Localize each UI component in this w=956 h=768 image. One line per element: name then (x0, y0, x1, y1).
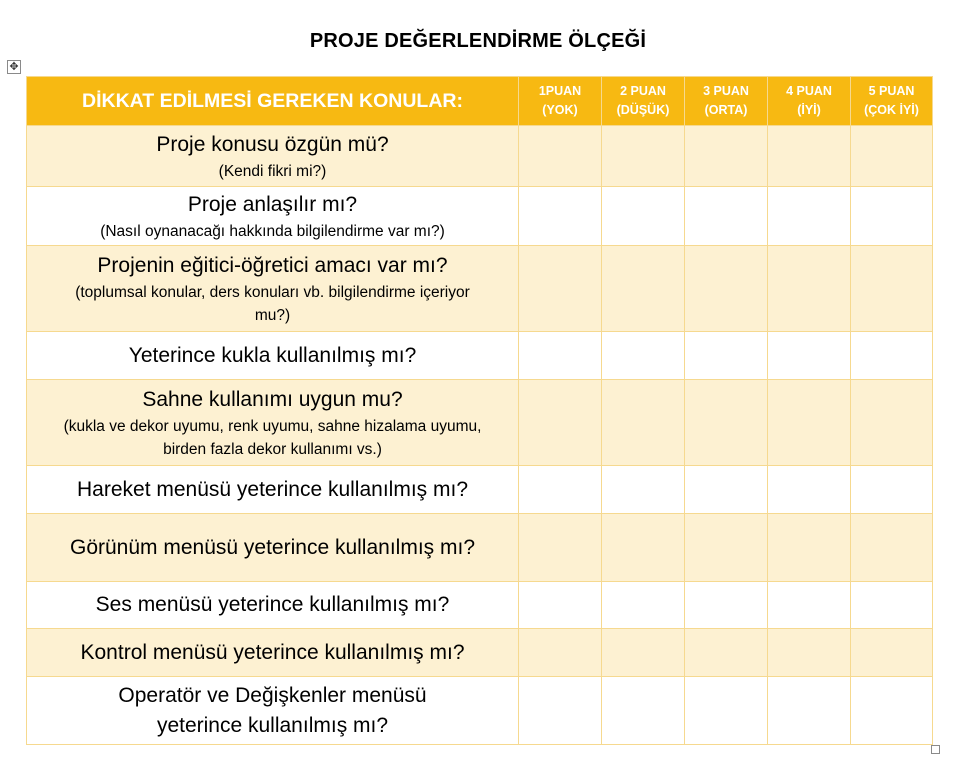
score-cell[interactable] (851, 380, 933, 466)
criterion-question: Sahne kullanımı uygun mu? (142, 387, 403, 411)
criterion-cell (27, 629, 519, 677)
score-cell[interactable] (768, 246, 851, 332)
score-cell[interactable] (519, 246, 602, 332)
criterion-cell (27, 187, 519, 246)
score-cell[interactable] (685, 246, 768, 332)
score-cell[interactable] (851, 629, 933, 677)
score-cell[interactable] (768, 629, 851, 677)
criterion-cell (27, 380, 519, 466)
score-header-5: 5 PUAN (ÇOK İYİ) (851, 77, 933, 126)
criterion-question: Proje anlaşılır mı? (187, 192, 358, 216)
criterion-cell (27, 126, 519, 187)
score-cell[interactable] (685, 629, 768, 677)
criterion-question: Yeterince kukla kullanılmış mı? (128, 343, 417, 367)
score-cell[interactable] (685, 582, 768, 629)
score-header-3: 3 PUAN (ORTA) (685, 77, 768, 126)
table-row (27, 629, 933, 677)
criterion-question: Görünüm menüsü yeterince kullanılmış mı? (70, 535, 475, 559)
score-cell[interactable] (519, 126, 602, 187)
score-cell[interactable] (768, 466, 851, 514)
score-cell[interactable] (851, 332, 933, 380)
score-cell[interactable] (602, 126, 685, 187)
score-cell[interactable] (685, 332, 768, 380)
score-cell[interactable] (602, 187, 685, 246)
table-resize-handle-icon[interactable] (931, 745, 940, 754)
score-header-4: 4 PUAN (İYİ) (768, 77, 851, 126)
score-cell[interactable] (602, 466, 685, 514)
score-cell[interactable] (602, 582, 685, 629)
criterion-cell (27, 246, 519, 332)
header-row (27, 77, 933, 126)
criterion-question: Operatör ve Değişkenler menüsü yeterince kullanılmış mı? (118, 683, 427, 737)
criterion-question: Projenin eğitici-öğretici amacı var mı? (97, 253, 448, 277)
criterion-cell (27, 332, 519, 380)
criterion-note: (toplumsal konular, ders konuları vb. bilgilendirme içeriyor mu?) (75, 283, 470, 324)
score-cell[interactable] (602, 380, 685, 466)
table-row (27, 582, 933, 629)
table-move-handle-icon[interactable]: ✥ (7, 60, 21, 74)
criterion-question: Proje konusu özgün mü? (156, 132, 389, 156)
score-cell[interactable] (685, 514, 768, 582)
score-header-2: 2 PUAN (DÜŞÜK) (602, 77, 685, 126)
score-cell[interactable] (602, 677, 685, 745)
score-cell[interactable] (519, 582, 602, 629)
criterion-question: Hareket menüsü yeterince kullanılmış mı? (77, 477, 468, 501)
score-cell[interactable] (851, 246, 933, 332)
page-title: PROJE DEĞERLENDİRME ÖLÇEĞİ (309, 30, 647, 52)
score-cell[interactable] (519, 466, 602, 514)
score-cell[interactable] (519, 629, 602, 677)
table-row (27, 514, 933, 582)
score-cell[interactable] (602, 246, 685, 332)
score-cell[interactable] (602, 514, 685, 582)
table-row (27, 380, 933, 466)
score-cell[interactable] (851, 514, 933, 582)
criterion-note: (kukla ve dekor uyumu, renk uyumu, sahne hizalama uyumu, birden fazla dekor kullanımı vs.) (63, 417, 482, 458)
score-cell[interactable] (685, 380, 768, 466)
criterion-question: Kontrol menüsü yeterince kullanılmış mı? (80, 640, 465, 664)
criterion-question: Ses menüsü yeterince kullanılmış mı? (95, 593, 450, 616)
score-cell[interactable] (768, 126, 851, 187)
score-cell[interactable] (768, 677, 851, 745)
table-row (27, 677, 933, 745)
score-cell[interactable] (519, 187, 602, 246)
table-row (27, 246, 933, 332)
table-row (27, 187, 933, 246)
score-cell[interactable] (602, 629, 685, 677)
criterion-cell (27, 582, 519, 629)
score-cell[interactable] (768, 332, 851, 380)
score-cell[interactable] (851, 466, 933, 514)
score-cell[interactable] (519, 677, 602, 745)
score-cell[interactable] (851, 126, 933, 187)
score-cell[interactable] (851, 187, 933, 246)
score-cell[interactable] (851, 582, 933, 629)
score-cell[interactable] (768, 582, 851, 629)
score-cell[interactable] (685, 466, 768, 514)
score-cell[interactable] (685, 677, 768, 745)
table-row (27, 466, 933, 514)
table-row (27, 332, 933, 380)
score-cell[interactable] (851, 677, 933, 745)
score-cell[interactable] (685, 126, 768, 187)
evaluation-table (26, 76, 933, 745)
score-cell[interactable] (519, 380, 602, 466)
table-row (27, 126, 933, 187)
score-cell[interactable] (768, 187, 851, 246)
score-cell[interactable] (602, 332, 685, 380)
score-cell[interactable] (768, 380, 851, 466)
score-cell[interactable] (768, 514, 851, 582)
criterion-note: (Kendi fikri mi?) (218, 162, 327, 180)
score-cell[interactable] (685, 187, 768, 246)
criterion-cell (27, 466, 519, 514)
score-cell[interactable] (519, 332, 602, 380)
score-cell[interactable] (519, 514, 602, 582)
score-header-1: 1PUAN (YOK) (519, 77, 602, 126)
criterion-cell (27, 677, 519, 745)
criterion-cell (27, 514, 519, 582)
criterion-note: (Nasıl oynanacağı hakkında bilgilendirme var mı?) (100, 222, 445, 240)
criteria-header: DİKKAT EDİLMESİ GEREKEN KONULAR: (27, 77, 519, 126)
